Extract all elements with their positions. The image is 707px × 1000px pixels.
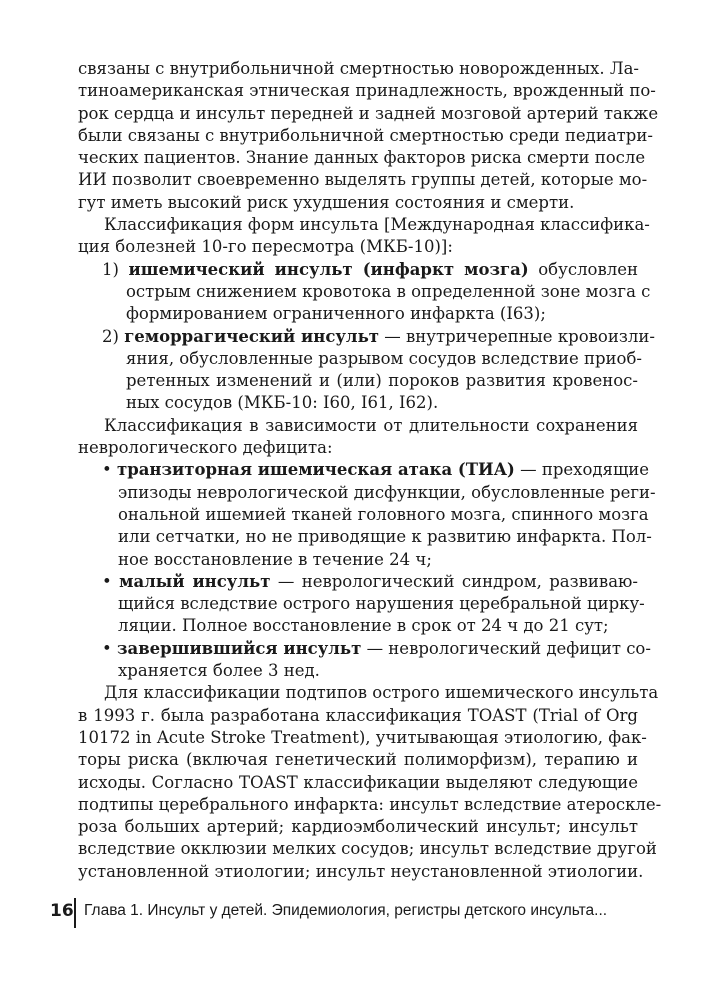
text-line: были связаны с внутрибольничной смертностью среди педиатри- [78,125,653,145]
text-line: подтипы церебрального инфаркта: инсульт вследствие атероскле- [78,794,662,814]
bullet-marker: • [102,460,112,480]
text-line: Классификация в зависимости от длительности сохранения [104,415,638,435]
numbered-item-2 [78,326,655,348]
bullet-marker: • [102,638,112,658]
text-line: установленной этиологии; инсульт неустановленной этиологии. [78,861,644,881]
item-text: — неврологический дефицит со- [366,638,651,658]
text-line: роза больших артерий; кардиоэмболический инсульт; инсульт [78,817,638,837]
text-line: щийся вследствие острого нарушения церебральной цирку- [118,594,645,614]
bullet-marker: • [102,571,112,591]
text-line: неврологического дефицита: [78,438,333,458]
numbered-item-1 [78,259,638,281]
running-head: Глава 1. Инсульт у детей. Эпидемиология, регистры детского инсульта... [84,902,608,919]
text-line: в 1993 г. была разработана классификация TOAST (Trial of Org [78,705,638,725]
text-line: ИИ позволит своевременно выделять группы детей, которые мо- [78,170,648,190]
item-text: обусловлен [538,259,639,279]
text-line: рок сердца и инсульт передней и задней мозговой артерий также [78,103,659,123]
item-text: — неврологический синдром, развиваю- [277,571,638,591]
text-line: ретенных изменений и (или) пороков развития кровенос- [126,371,638,391]
text-line: 10172 in Acute Stroke Treatment), учитывающая этиологию, фак- [78,727,647,747]
item-text: — внутричерепные кровоизли- [384,326,655,346]
text-line: Для классификации подтипов острого ишемического инсульта [104,683,659,703]
term-bold: малый инсульт [119,571,271,591]
text-line: эпизоды неврологической дисфункции, обусловленные реги- [118,482,656,502]
bullet-item-1 [78,459,650,481]
text-line: ция болезней 10-го пересмотра (МКБ-10)]: [78,237,453,257]
bullet-item-3 [78,638,651,660]
text-line: связаны с внутрибольничной смертностью новорожденных. Ла- [78,59,640,78]
text-line: гут иметь высокий риск ухудшения состояния и смерти. [78,192,575,212]
text-line: Классификация форм инсульта [Международная классифика- [104,215,650,235]
text-line: ляции. Полное восстановление в срок от 24 ч до 21 сут; [118,616,609,636]
page-number: 16 [50,901,74,921]
text-line: или сетчатки, но не приводящие к развитию инфаркта. Пол- [118,527,652,547]
text-line: ональной ишемией тканей головного мозга, спинного мозга [118,504,649,524]
text-line: торы риска (включая генетический полиморфизм), терапию и [78,750,638,770]
text-line: тиноамериканская этническая принадлежность, врожденный по- [78,81,656,101]
list-number: 2) [102,326,119,346]
page-footer [50,898,650,928]
term-bold: геморрагический инсульт [124,326,379,346]
term-bold: ишемический инсульт (инфаркт мозга) [128,259,529,279]
term-bold: транзиторная ишемическая атака (ТИА) [116,460,515,480]
bullet-item-2 [78,571,638,593]
text-line: храняется более 3 нед. [118,661,320,681]
text-line: яния, обусловленные разрывом сосудов вследствие приоб- [126,348,642,368]
text-line: формированием ограниченного инфаркта (I63); [126,304,546,324]
text-line: исходы. Согласно TOAST классификации выделяют следующие [78,772,638,792]
text-line: ческих пациентов. Знание данных факторов риска смерти после [78,148,646,168]
item-text: — преходящие [520,460,650,480]
text-line: ное восстановление в течение 24 ч; [118,549,432,569]
term-bold: завершившийся инсульт [116,638,362,658]
footer-divider [74,898,76,928]
text-line: острым снижением кровотока в определенной зоне мозга с [126,281,651,301]
text-line: ных сосудов (МКБ-10: I60, I61, I62). [126,393,439,413]
text-line: вследствие окклюзии мелких сосудов; инсульт вследствие другой [78,839,657,859]
list-number: 1) [102,259,119,279]
body-text [78,58,662,883]
